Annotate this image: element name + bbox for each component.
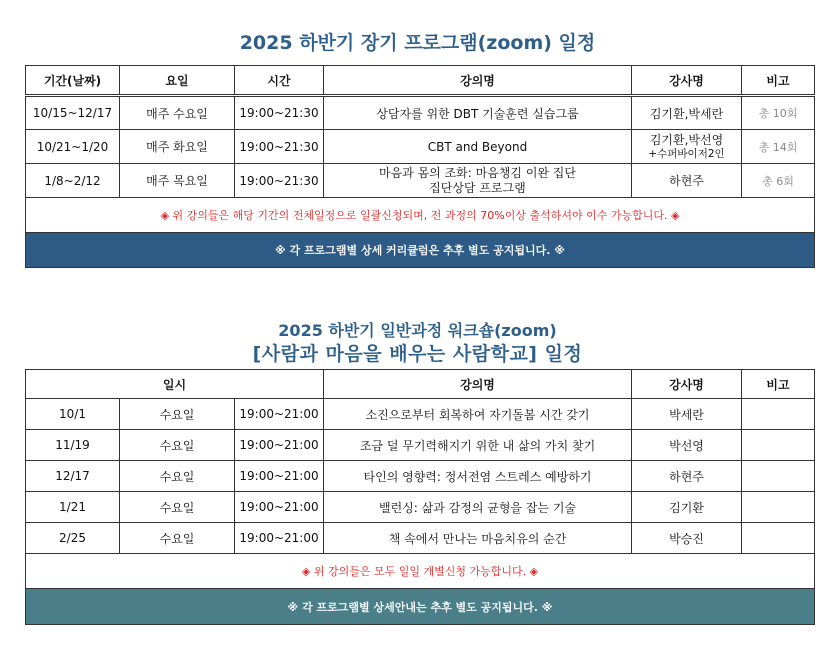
note-cell <box>742 492 815 523</box>
time-cell: 19:00~21:00 <box>235 399 324 430</box>
table-row <box>26 399 815 430</box>
table-row <box>26 430 815 461</box>
note-cell <box>742 461 815 492</box>
header-instructor: 강사명 <box>632 66 742 96</box>
lecture-cell: 조금 덜 무기력해지기 위한 내 삶의 가치 찾기 <box>324 430 632 461</box>
instructor-cell: 하현주 <box>632 461 742 492</box>
table-row <box>26 492 815 523</box>
long-term-title: 2025 하반기 장기 프로그램(zoom) 일정 <box>239 32 596 54</box>
lecture-cell <box>324 164 632 198</box>
header-day: 요일 <box>120 66 235 96</box>
notice-row <box>26 198 815 233</box>
instructor-cell: 김기환 <box>632 492 742 523</box>
table-row <box>26 130 815 164</box>
header-lecture: 강의명 <box>324 66 632 96</box>
note-cell <box>742 399 815 430</box>
long-term-schedule-table <box>25 65 815 268</box>
header-note: 비고 <box>742 370 815 399</box>
footer-banner: ※ 각 프로그램별 상세안내는 추후 별도 공지됩니다. ※ <box>26 589 815 625</box>
lecture-cell: 타인의 영향력: 정서전염 스트레스 예방하기 <box>324 461 632 492</box>
note-cell: 총 6회 <box>742 164 815 198</box>
instructor-cell: 김기환,박세란 <box>632 96 742 130</box>
notice-text: ◈ 위 강의들은 해당 기간의 전체일정으로 일괄신청되며, 전 과정의 70%이상 출석하셔야 이수 가능합니다. ◈ <box>26 198 815 233</box>
instructor-cell: 박선영 <box>632 430 742 461</box>
instructor-name: 김기환,박선영 <box>649 133 724 147</box>
day-cell: 수요일 <box>120 492 235 523</box>
table-row <box>26 461 815 492</box>
workshop-title: 2025 하반기 일반과정 워크숍(zoom) <box>278 321 557 340</box>
time-cell: 19:00~21:00 <box>235 492 324 523</box>
period-cell: 1/8~2/12 <box>26 164 120 198</box>
date-cell: 1/21 <box>26 492 120 523</box>
footer-row <box>26 233 815 268</box>
lecture-cell: 책 속에서 만나는 마음치유의 순간 <box>324 523 632 554</box>
instructor-cell <box>632 130 742 164</box>
workshop-schedule-table <box>25 369 815 625</box>
note-cell <box>742 430 815 461</box>
time-cell: 19:00~21:00 <box>235 461 324 492</box>
lecture-cell: 밸런싱: 삶과 감정의 균형을 잡는 기술 <box>324 492 632 523</box>
footer-banner: ※ 각 프로그램별 상세 커리큘럼은 추후 별도 공지됩니다. ※ <box>26 233 815 268</box>
instructor-sub: +수퍼바이저2인 <box>648 148 725 160</box>
note-cell: 총 14회 <box>742 130 815 164</box>
table-row <box>26 96 815 130</box>
date-cell: 12/17 <box>26 461 120 492</box>
date-cell: 2/25 <box>26 523 120 554</box>
date-cell: 10/1 <box>26 399 120 430</box>
day-cell: 수요일 <box>120 461 235 492</box>
day-cell: 수요일 <box>120 399 235 430</box>
period-cell: 10/15~12/17 <box>26 96 120 130</box>
table-row <box>26 164 815 198</box>
header-note: 비고 <box>742 66 815 96</box>
notice-text: ◈ 위 강의들은 모두 일일 개별신청 가능합니다. ◈ <box>26 554 815 589</box>
table-header-row <box>26 66 815 96</box>
day-cell: 매주 수요일 <box>120 96 235 130</box>
table-header-row <box>26 370 815 399</box>
lecture-line-2: 집단상담 프로그램 <box>429 180 526 195</box>
period-cell: 10/21~1/20 <box>26 130 120 164</box>
instructor-cell: 하현주 <box>632 164 742 198</box>
note-cell: 총 10회 <box>742 96 815 130</box>
day-cell: 매주 화요일 <box>120 130 235 164</box>
instructor-cell: 박세란 <box>632 399 742 430</box>
time-cell: 19:00~21:30 <box>235 96 324 130</box>
table-row <box>26 523 815 554</box>
note-cell <box>742 523 815 554</box>
day-cell: 수요일 <box>120 523 235 554</box>
date-cell: 11/19 <box>26 430 120 461</box>
notice-row <box>26 554 815 589</box>
time-cell: 19:00~21:00 <box>235 430 324 461</box>
header-time: 시간 <box>235 66 324 96</box>
header-datetime: 일시 <box>26 370 324 399</box>
header-period: 기간(날짜) <box>26 66 120 96</box>
lecture-cell: CBT and Beyond <box>324 130 632 164</box>
header-instructor: 강사명 <box>632 370 742 399</box>
day-cell: 매주 목요일 <box>120 164 235 198</box>
lecture-line-1: 마음과 몸의 조화: 마음챙김 이완 집단 <box>379 165 576 180</box>
time-cell: 19:00~21:00 <box>235 523 324 554</box>
lecture-cell: 소진으로부터 회복하여 자기돌봄 시간 갖기 <box>324 399 632 430</box>
day-cell: 수요일 <box>120 430 235 461</box>
lecture-cell: 상담자를 위한 DBT 기술훈련 실습그룹 <box>324 96 632 130</box>
time-cell: 19:00~21:30 <box>235 130 324 164</box>
footer-row <box>26 589 815 625</box>
workshop-subtitle: [사람과 마음을 배우는 사람학교] 일정 <box>252 343 583 365</box>
header-lecture: 강의명 <box>324 370 632 399</box>
time-cell: 19:00~21:30 <box>235 164 324 198</box>
instructor-cell: 박승진 <box>632 523 742 554</box>
